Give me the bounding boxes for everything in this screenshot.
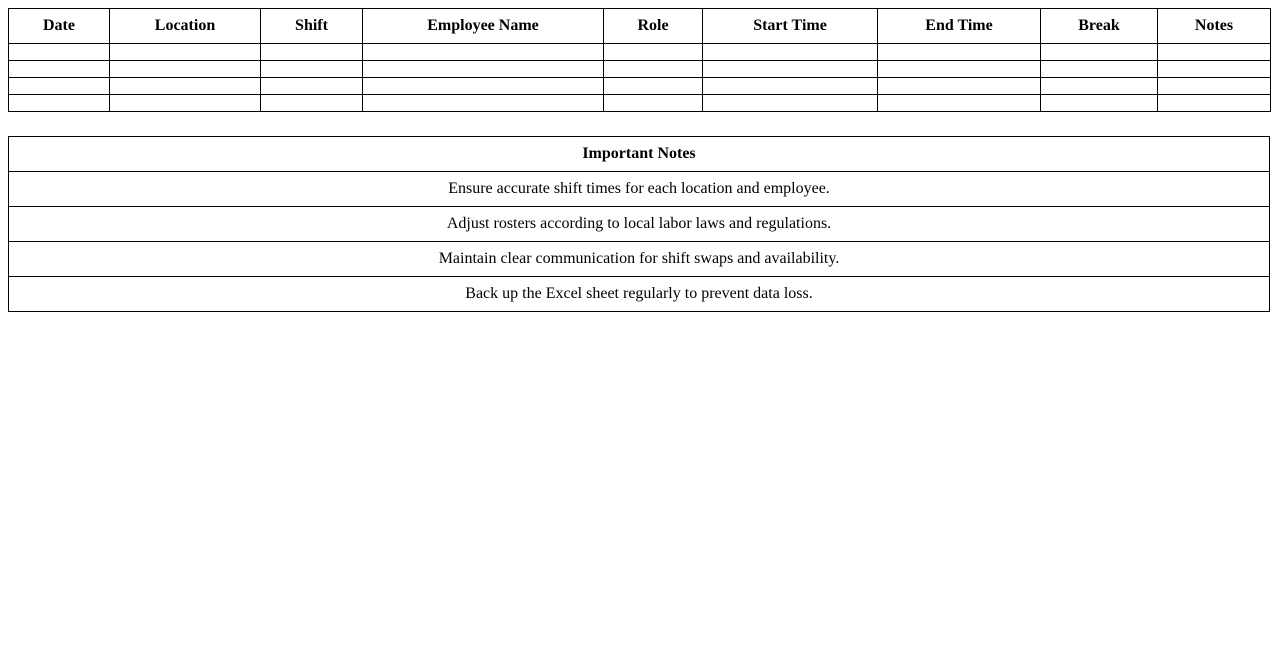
table-cell[interactable] — [703, 44, 878, 61]
roster-header-row — [9, 9, 1271, 44]
table-cell[interactable] — [1041, 44, 1158, 61]
note-item: Adjust rosters according to local labor laws and regulations. — [9, 207, 1270, 242]
notes-row — [9, 207, 1270, 242]
table-cell[interactable] — [703, 61, 878, 78]
table-cell[interactable] — [878, 61, 1041, 78]
table-cell[interactable] — [878, 44, 1041, 61]
table-row — [9, 61, 1271, 78]
table-cell[interactable] — [1041, 95, 1158, 112]
table-cell[interactable] — [604, 95, 703, 112]
table-cell[interactable] — [110, 78, 261, 95]
table-cell[interactable] — [604, 78, 703, 95]
table-cell[interactable] — [363, 44, 604, 61]
table-row — [9, 95, 1271, 112]
table-cell[interactable] — [1158, 61, 1271, 78]
table-cell[interactable] — [261, 95, 363, 112]
column-header-location: Location — [110, 9, 261, 44]
table-cell[interactable] — [604, 44, 703, 61]
note-item: Back up the Excel sheet regularly to prevent data loss. — [9, 277, 1270, 312]
note-item: Ensure accurate shift times for each location and employee. — [9, 172, 1270, 207]
notes-row — [9, 277, 1270, 312]
table-cell[interactable] — [1158, 78, 1271, 95]
table-cell[interactable] — [9, 61, 110, 78]
column-header-date: Date — [9, 9, 110, 44]
table-cell[interactable] — [110, 44, 261, 61]
table-cell[interactable] — [878, 78, 1041, 95]
table-cell[interactable] — [9, 95, 110, 112]
table-row — [9, 44, 1271, 61]
table-cell[interactable] — [1158, 44, 1271, 61]
table-cell[interactable] — [363, 78, 604, 95]
column-header-shift: Shift — [261, 9, 363, 44]
table-cell[interactable] — [261, 78, 363, 95]
table-cell[interactable] — [9, 44, 110, 61]
table-cell[interactable] — [363, 95, 604, 112]
table-cell[interactable] — [363, 61, 604, 78]
column-header-role: Role — [604, 9, 703, 44]
notes-row — [9, 172, 1270, 207]
table-cell[interactable] — [261, 61, 363, 78]
table-cell[interactable] — [110, 95, 261, 112]
table-cell[interactable] — [110, 61, 261, 78]
table-cell[interactable] — [261, 44, 363, 61]
table-cell[interactable] — [703, 78, 878, 95]
note-item: Maintain clear communication for shift swaps and availability. — [9, 242, 1270, 277]
notes-row — [9, 242, 1270, 277]
table-cell[interactable] — [878, 95, 1041, 112]
table-cell[interactable] — [1158, 95, 1271, 112]
table-cell[interactable] — [1041, 78, 1158, 95]
table-cell[interactable] — [604, 61, 703, 78]
column-header-start-time: Start Time — [703, 9, 878, 44]
column-header-employee-name: Employee Name — [363, 9, 604, 44]
notes-title: Important Notes — [9, 137, 1270, 172]
table-cell[interactable] — [9, 78, 110, 95]
table-cell[interactable] — [703, 95, 878, 112]
important-notes-table — [8, 136, 1270, 312]
notes-header-row — [9, 137, 1270, 172]
column-header-break: Break — [1041, 9, 1158, 44]
table-row — [9, 78, 1271, 95]
column-header-notes: Notes — [1158, 9, 1271, 44]
table-cell[interactable] — [1041, 61, 1158, 78]
column-header-end-time: End Time — [878, 9, 1041, 44]
roster-table — [8, 8, 1271, 112]
